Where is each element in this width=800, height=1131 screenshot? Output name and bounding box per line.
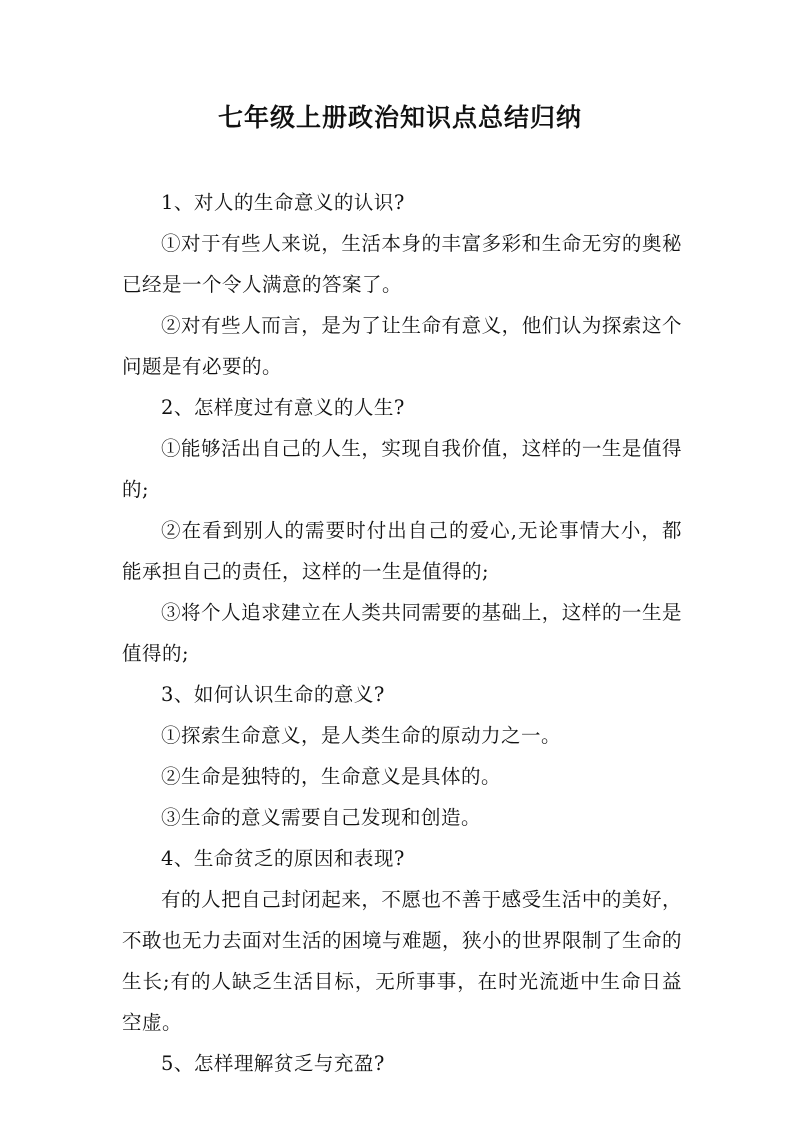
question-2-point-3: ③将个人追求建立在人类共同需要的基础上，这样的一生是值得的; (122, 601, 682, 665)
question-1-heading: 1、对人的生命意义的认识? (161, 191, 405, 214)
question-3-heading: 3、如何认识生命的意义? (161, 683, 385, 706)
question-4-heading: 4、生命贫乏的原因和表现? (161, 847, 405, 870)
question-2-point-2: ②在看到别人的需要时付出自己的爱心,无论事情大小，都能承担自己的责任，这样的一生是值得的; (122, 519, 682, 583)
question-2-point-1: ①能够活出自己的人生，实现自我价值，这样的一生是值得的; (122, 437, 682, 501)
question-2-heading: 2、怎样度过有意义的人生? (161, 396, 405, 419)
document-body (122, 182, 682, 1084)
question-1-point-1: ①对于有些人来说，生活本身的丰富多彩和生命无穷的奥秘已经是一个令人满意的答案了。 (122, 232, 682, 296)
page-title: 七年级上册政治知识点总结归纳 (217, 103, 582, 132)
question-4-answer: 有的人把自己封闭起来，不愿也不善于感受生活中的美好，不敢也无力去面对生活的困境与难题，狭小的世界限制了生命的生长;有的人缺乏生活目标，无所事事，在时光流逝中生命日益空虚。 (122, 888, 683, 1034)
question-5-heading: 5、怎样理解贫乏与充盈? (161, 1052, 385, 1075)
question-3-point-2: ②生命是独特的，生命意义是具体的。 (161, 765, 502, 788)
question-1-point-2: ②对有些人而言，是为了让生命有意义，他们认为探索这个问题是有必要的。 (122, 314, 682, 378)
question-3-point-1: ①探索生命意义，是人类生命的原动力之一。 (161, 724, 562, 747)
question-3-point-3: ③生命的意义需要自己发现和创造。 (161, 806, 482, 829)
